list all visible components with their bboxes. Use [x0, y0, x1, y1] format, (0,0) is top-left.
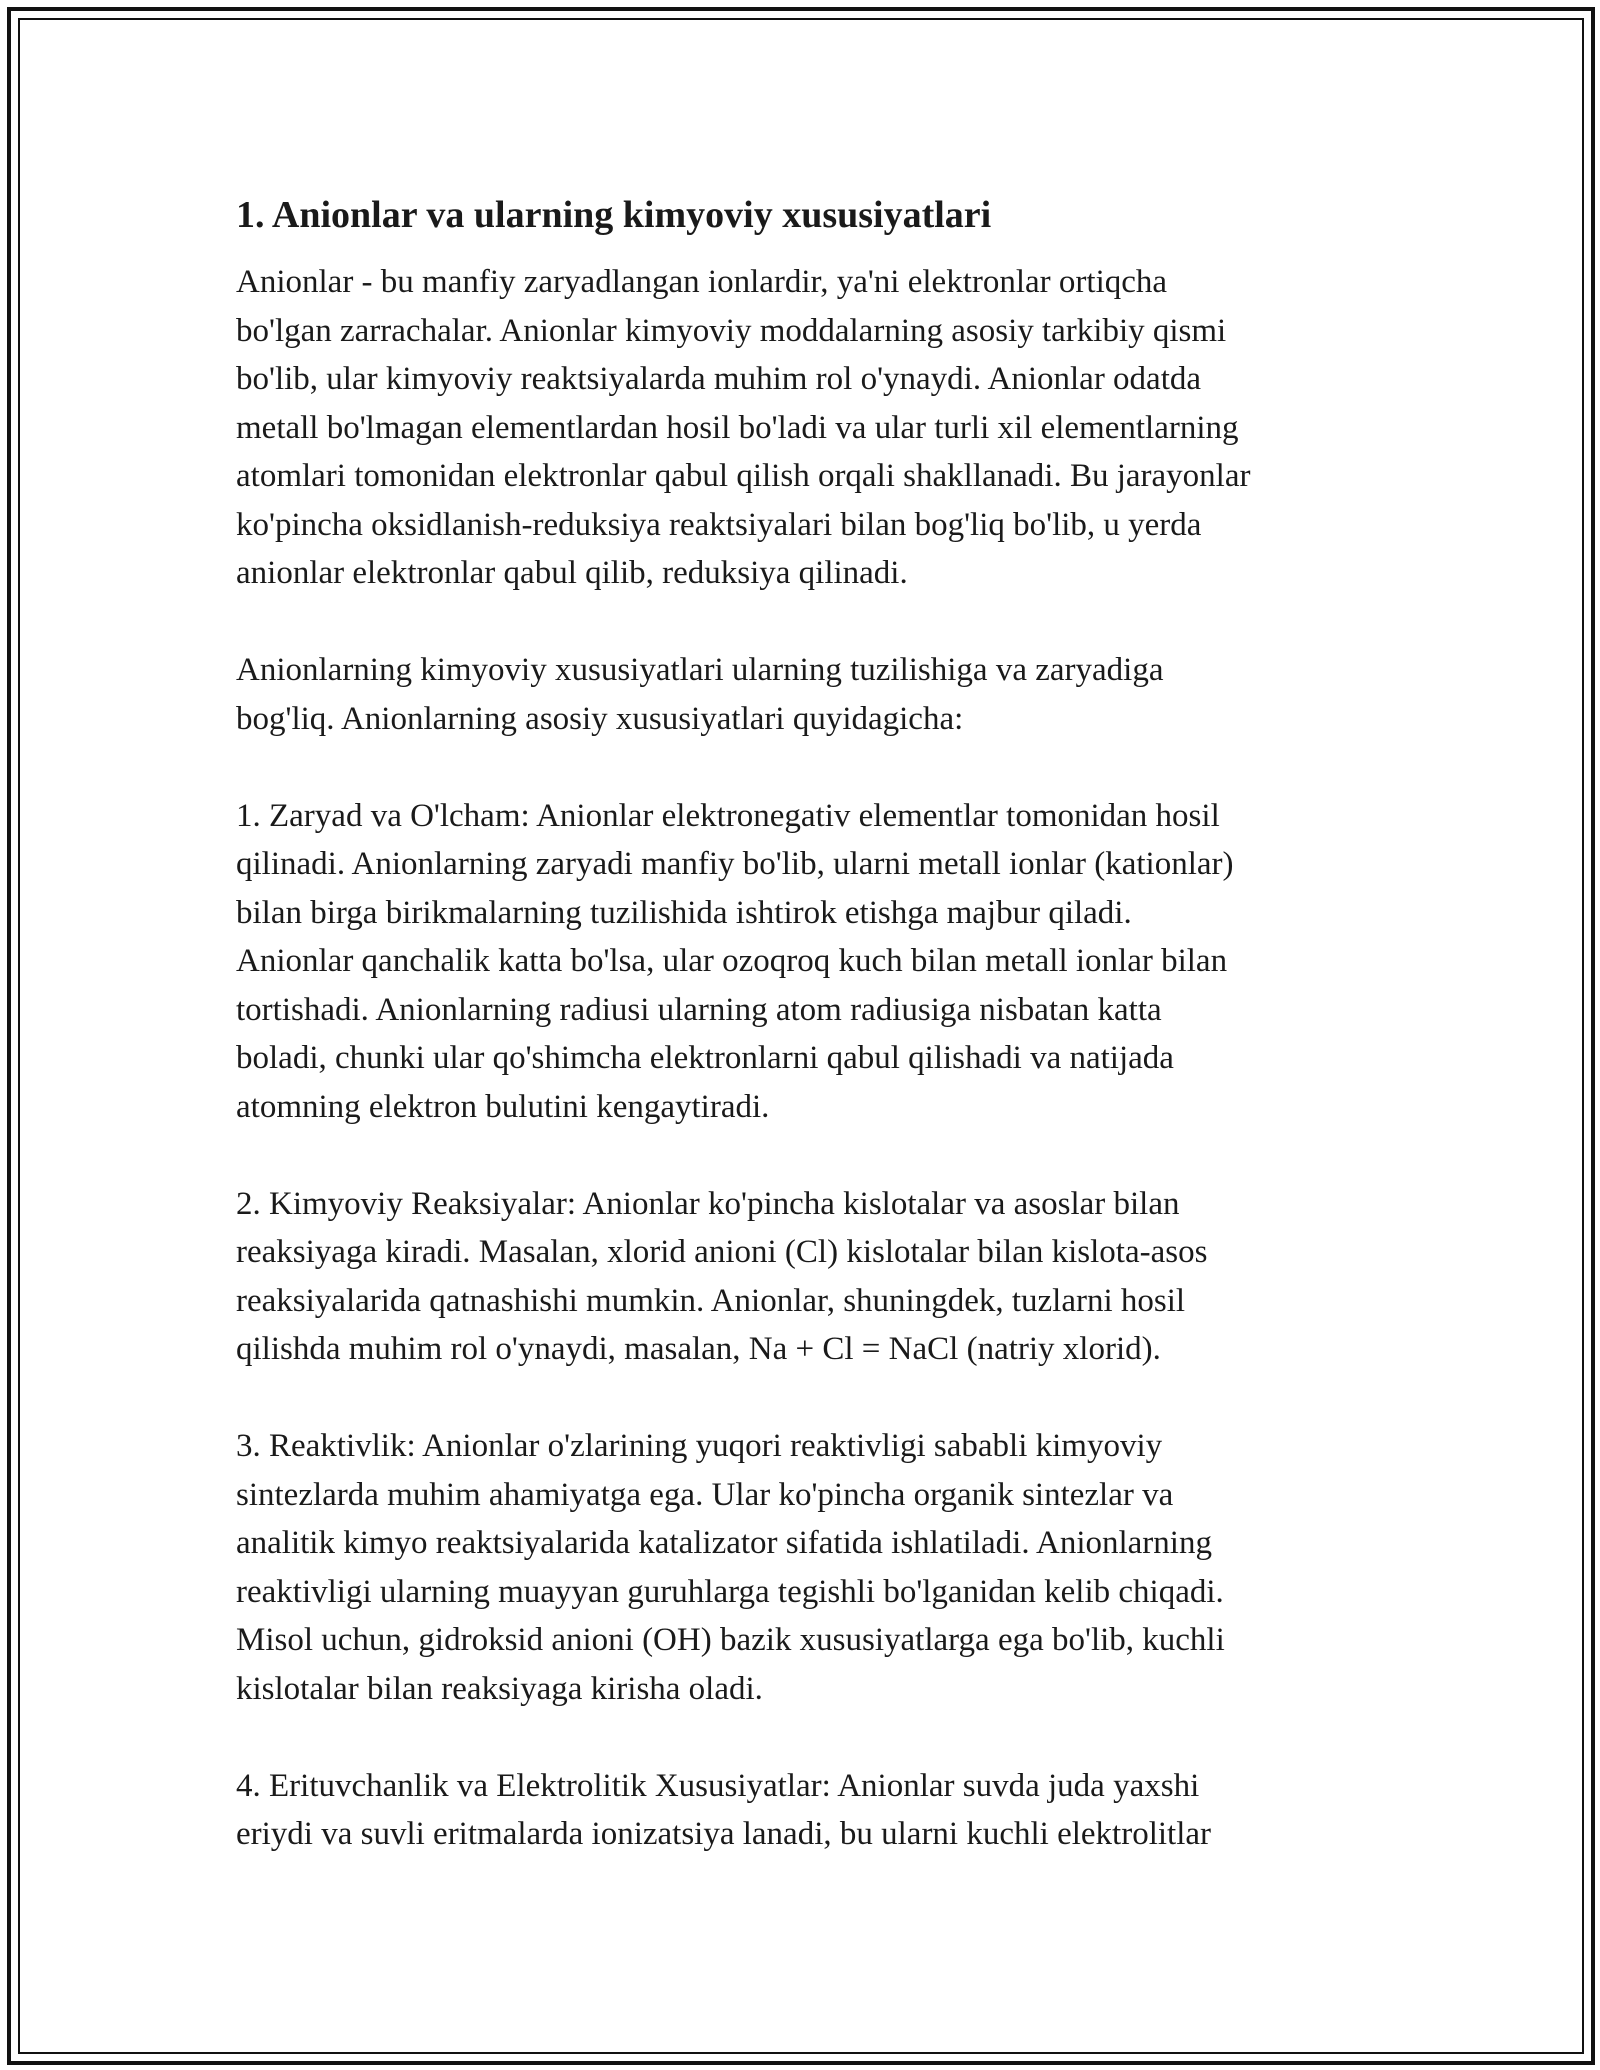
- paragraph-solubility: [236, 1762, 1386, 1859]
- paragraph-charge-size: [236, 792, 1386, 1132]
- text-line: eriydi va suvli eritmalarda ionizatsiya lanadi, bu ularni kuchli elektrolitlar: [236, 1816, 1212, 1852]
- text-line: analitik kimyo reaktsiyalarida katalizator sifatida ishlatiladi. Anionlarning: [236, 1525, 1212, 1561]
- paragraph-chemical-reactions: [236, 1180, 1386, 1374]
- text-line: sintezlarda muhim ahamiyatga ega. Ular ko'pincha organik sintezlar va: [236, 1476, 1174, 1513]
- text-line: kislotalar bilan reaksiyaga kirisha oladi.: [236, 1670, 763, 1707]
- paragraph-reactivity: [236, 1422, 1386, 1713]
- text-line: qilinadi. Anionlarning zaryadi manfiy bo'lib, ularni metall ionlar (kationlar): [236, 846, 1234, 882]
- document-body: [236, 186, 1386, 1907]
- text-line: 2. Kimyoviy Reaksiyalar: Anionlar ko'pincha kislotalar va asoslar bilan: [236, 1185, 1180, 1222]
- paragraph-properties-intro: [236, 646, 1386, 743]
- text-line: 3. Reaktivlik: Anionlar o'zlarining yuqori reaktivligi sababli kimyoviy: [236, 1428, 1163, 1464]
- paragraph-intro: [236, 258, 1386, 598]
- text-line: ko'pincha oksidlanish-reduksiya reaktsiyalari bilan bog'liq bo'lib, u yerda: [236, 506, 1202, 543]
- text-line: atomning elektron bulutini kengaytiradi.: [236, 1088, 770, 1125]
- text-line: qilishda muhim rol o'ynaydi, masalan, Na + Cl = NaCl (natriy xlorid).: [236, 1331, 1161, 1367]
- text-line: bo'lgan zarrachalar. Anionlar kimyoviy moddalarning asosiy tarkibiy qismi: [236, 312, 1227, 349]
- text-line: Anionlarning kimyoviy xususiyatlari ularning tuzilishiga va zaryadiga: [236, 652, 1164, 688]
- text-line: atomlari tomonidan elektronlar qabul qilish orqali shakllanadi. Bu jarayonlar: [236, 458, 1251, 494]
- text-line: Misol uchun, gidroksid anioni (OH) bazik xususiyatlarga ega bo'lib, kuchli: [236, 1622, 1225, 1658]
- text-line: Anionlar qanchalik katta bo'lsa, ular ozoqroq kuch bilan metall ionlar bilan: [236, 943, 1228, 979]
- text-line: metall bo'lmagan elementlardan hosil bo'ladi va ular turli xil elementlarning: [236, 409, 1239, 446]
- text-line: tortishadi. Anionlarning radiusi ularning atom radiusiga nisbatan katta: [236, 991, 1162, 1028]
- text-line: anionlar elektronlar qabul qilib, reduksiya qilinadi.: [236, 555, 908, 591]
- text-line: reaksiyalarida qatnashishi mumkin. Anionlar, shuningdek, tuzlarni hosil: [236, 1282, 1186, 1319]
- text-line: reaktivligi ularning muayyan guruhlarga tegishli bo'lganidan kelib chiqadi.: [236, 1573, 1224, 1610]
- text-line: bog'liq. Anionlarning asosiy xususiyatlari quyidagicha:: [236, 700, 964, 737]
- page-title: 1. Anionlar va ularning kimyoviy xususiyatlari: [236, 194, 992, 236]
- text-line: 4. Erituvchanlik va Elektrolitik Xususiyatlar: Anionlar suvda juda yaxshi: [236, 1767, 1200, 1804]
- text-line: boladi, chunki ular qo'shimcha elektronlarni qabul qilishadi va natijada: [236, 1040, 1174, 1076]
- text-line: reaksiyaga kiradi. Masalan, xlorid anioni (Cl) kislotalar bilan kislota-asos: [236, 1234, 1208, 1270]
- text-line: bo'lib, ular kimyoviy reaktsiyalarda muhim rol o'ynaydi. Anionlar odatda: [236, 361, 1202, 397]
- text-line: 1. Zaryad va O'lcham: Anionlar elektronegativ elementlar tomonidan hosil: [236, 797, 1220, 834]
- text-line: Anionlar - bu manfiy zaryadlangan ionlardir, ya'ni elektronlar ortiqcha: [236, 264, 1168, 300]
- text-line: bilan birga birikmalarning tuzilishida ishtirok etishga majbur qiladi.: [236, 894, 1132, 931]
